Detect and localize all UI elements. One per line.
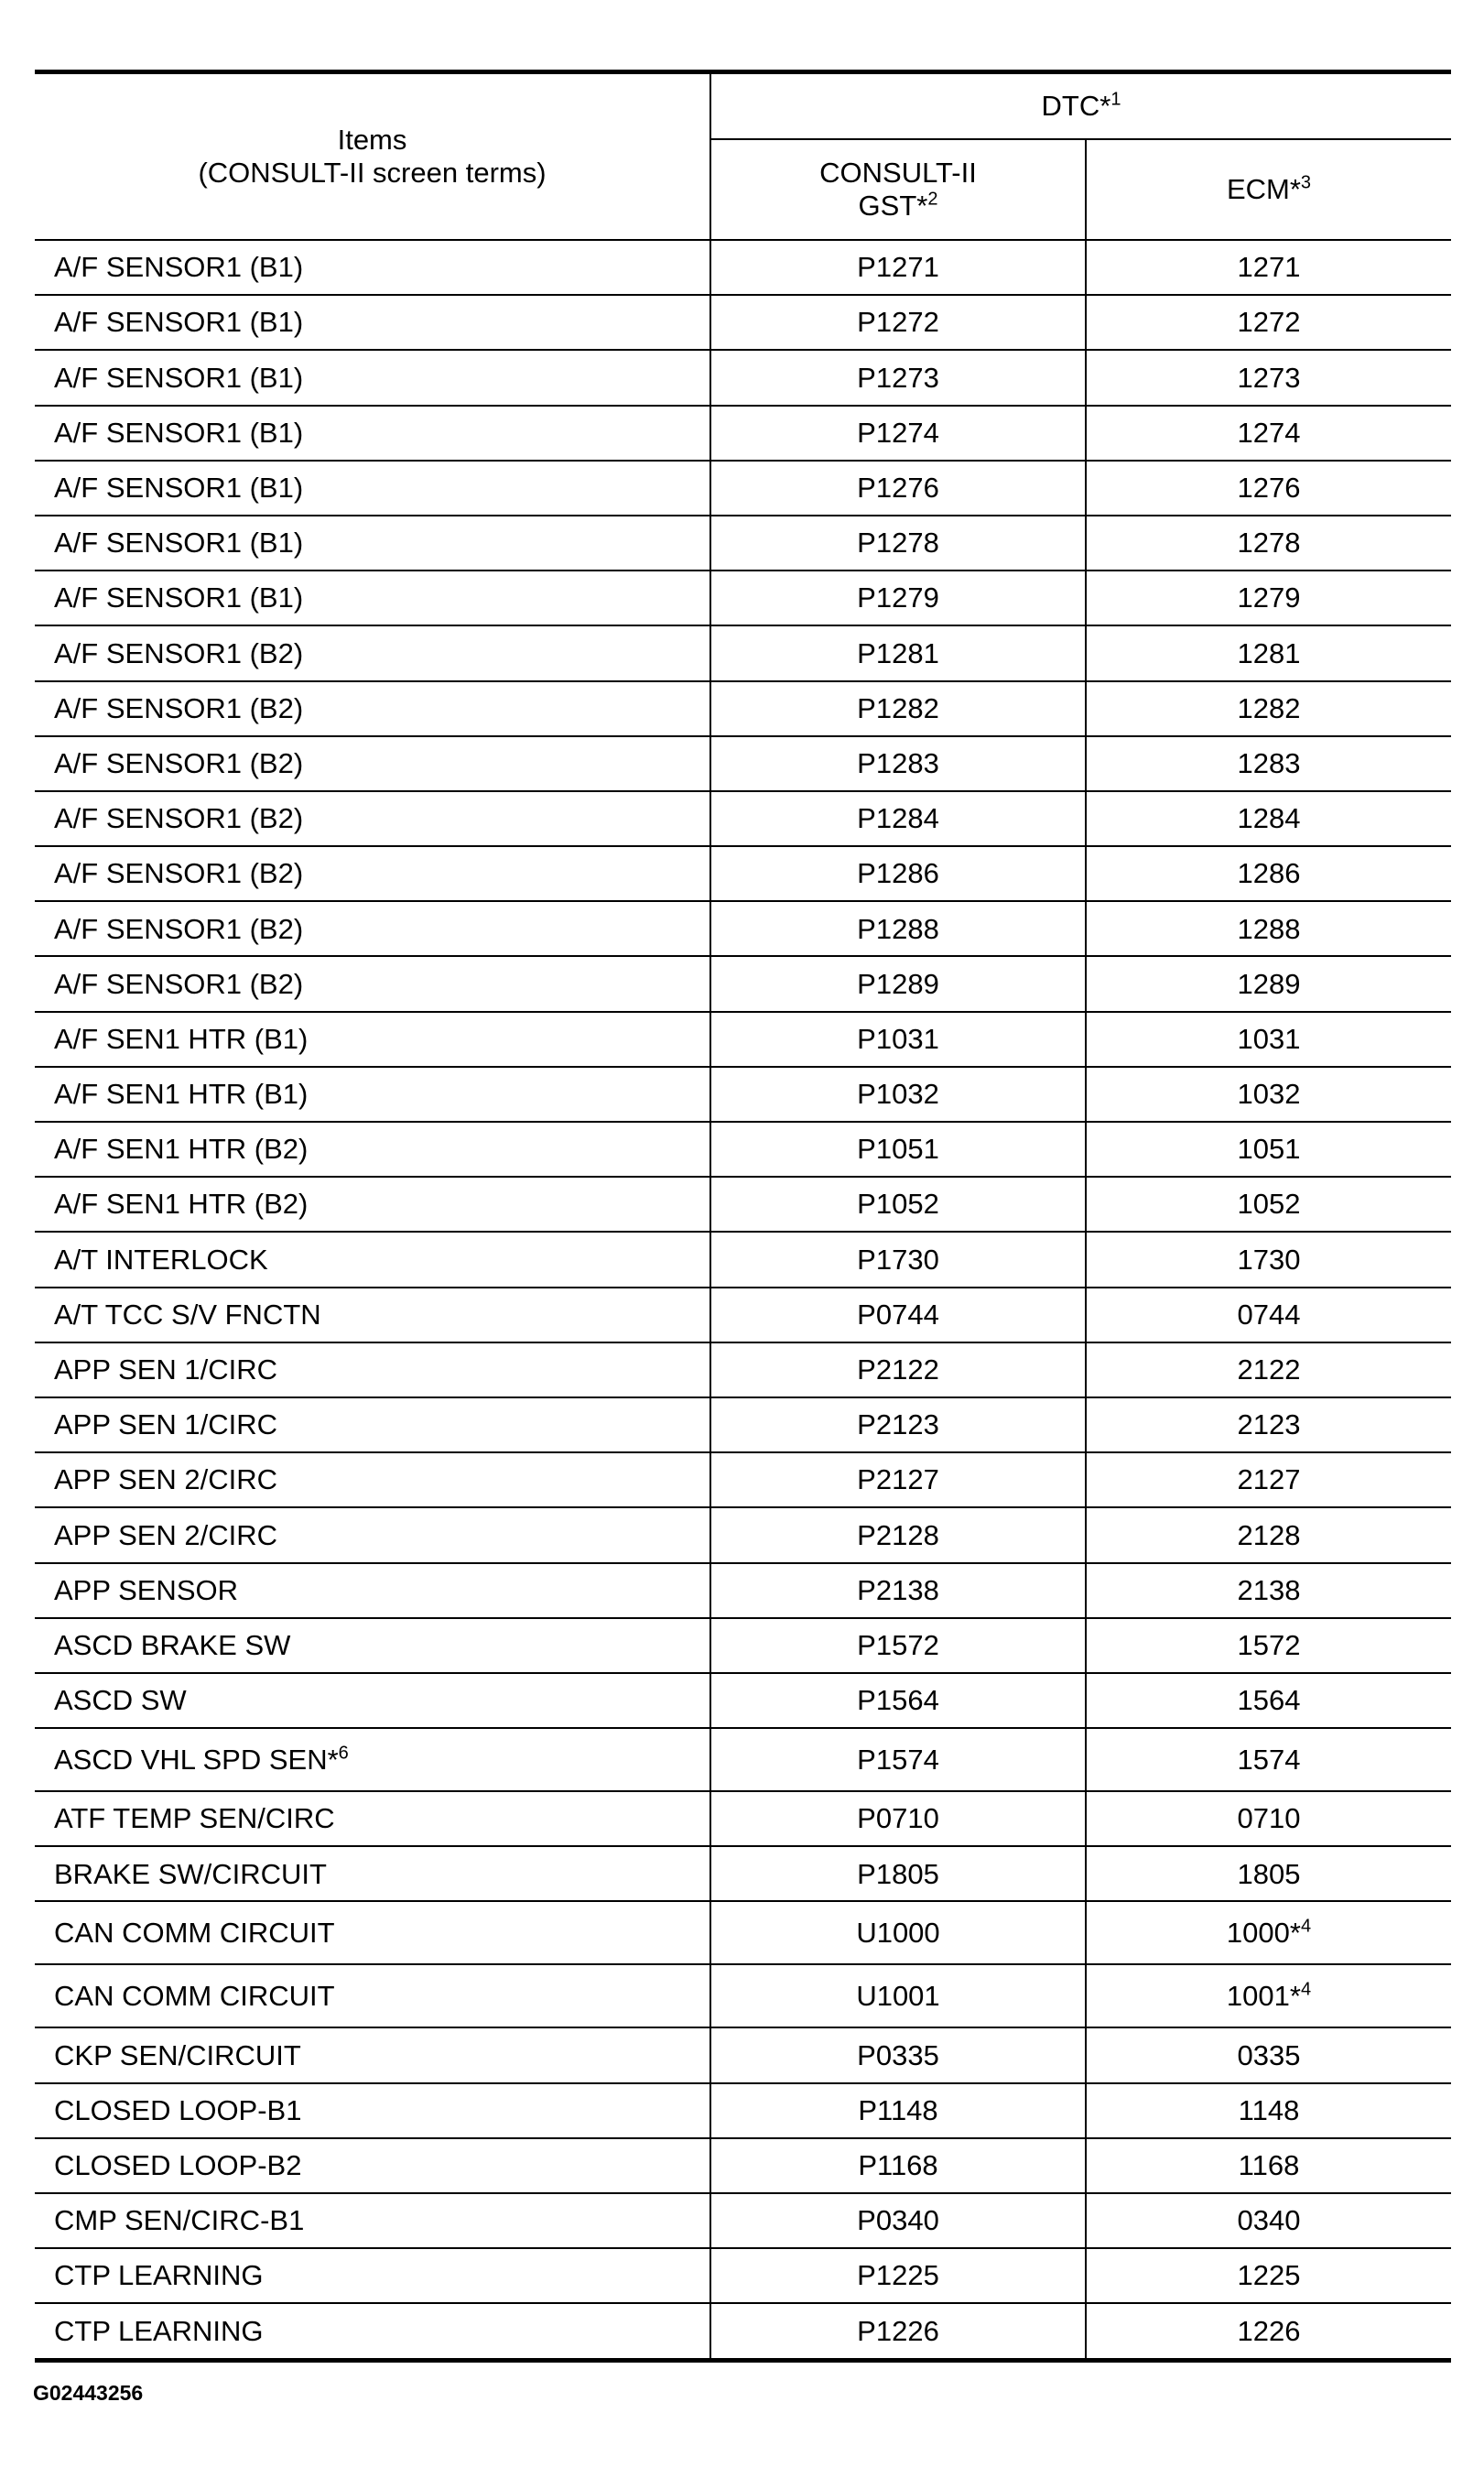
ecm-code-footnote-mark: 4 [1300,1979,1312,2000]
table-row [35,1563,1451,1618]
ecm-code-cell [1086,1067,1451,1122]
ecm-code-cell [1086,1232,1451,1287]
item-text: BRAKE SW/CIRCUIT [54,1857,327,1890]
ecm-code-text: 2127 [1237,1463,1301,1496]
ecm-footnote-mark: 3 [1300,172,1312,193]
table-row [35,1901,1451,1964]
ecm-code-cell [1086,1177,1451,1232]
ecm-code-cell [1086,1342,1451,1397]
consult-code-cell: P1564 [710,1673,1086,1728]
item-text: A/F SEN1 HTR (B1) [54,1078,309,1111]
consult-code-cell: P1289 [710,956,1086,1011]
item-cell [35,1791,710,1846]
consult-code-cell: P1052 [710,1177,1086,1232]
item-cell [35,1397,710,1452]
ecm-code-text: 1278 [1237,527,1301,560]
item-cell [35,571,710,625]
ecm-code-text: 2123 [1237,1408,1301,1441]
item-text: A/F SENSOR1 (B1) [54,361,304,394]
ecm-column-header [1086,139,1451,240]
ecm-code-cell [1086,1122,1451,1177]
consult-code-cell: P0340 [710,2193,1086,2248]
ecm-code-text: 1274 [1237,416,1301,449]
ecm-code-cell [1086,2193,1451,2248]
ecm-code-text: 1572 [1237,1628,1301,1661]
item-cell [35,1618,710,1673]
ecm-code-cell [1086,1901,1451,1964]
item-cell [35,295,710,350]
item-cell [35,2303,710,2360]
consult-code-cell: P1281 [710,625,1086,680]
ecm-code-text: 1283 [1237,746,1301,779]
ecm-code-text: 0744 [1237,1298,1301,1331]
item-text: APP SEN 2/CIRC [54,1463,278,1496]
consult-code-cell: P1031 [710,1012,1086,1067]
item-cell [35,1122,710,1177]
item-text: CKP SEN/CIRCUIT [54,2038,301,2071]
ecm-code-text: 1288 [1237,912,1301,945]
ecm-code-text: 1226 [1237,2314,1301,2347]
item-cell [35,2193,710,2248]
ecm-code-cell [1086,240,1451,295]
item-text: A/T INTERLOCK [54,1243,268,1276]
item-text: ATF TEMP SEN/CIRC [54,1802,335,1835]
consult-code-cell: P0335 [710,2027,1086,2082]
table-row [35,1397,1451,1452]
ecm-code-cell [1086,1728,1451,1791]
ecm-code-text: 1276 [1237,472,1301,505]
item-cell [35,2248,710,2303]
ecm-code-text: 1284 [1237,802,1301,835]
ecm-code-text: 1168 [1238,2149,1300,2182]
ecm-code-text: 1574 [1237,1743,1301,1776]
ecm-code-cell [1086,901,1451,956]
ecm-code-text: 2122 [1237,1353,1301,1386]
ecm-code-text: 1001* [1226,1980,1301,2013]
ecm-code-cell [1086,736,1451,791]
consult-code-cell: P1284 [710,791,1086,846]
ecm-code-text: 1271 [1237,251,1301,284]
consult-code-cell: P1276 [710,461,1086,516]
item-text: APP SEN 1/CIRC [54,1408,278,1441]
table-row [35,681,1451,736]
ecm-code-text: 1032 [1237,1078,1301,1111]
ecm-code-text: 1279 [1237,581,1301,614]
consult-code-cell: P0744 [710,1288,1086,1342]
ecm-code-cell [1086,846,1451,901]
consult-code-cell: P1730 [710,1232,1086,1287]
ecm-code-text: 1000* [1226,1917,1301,1950]
item-cell [35,736,710,791]
table-row [35,1673,1451,1728]
item-text: A/F SEN1 HTR (B2) [54,1188,309,1221]
consult-code-cell: U1001 [710,1964,1086,2027]
ecm-code-cell [1086,791,1451,846]
item-text: CAN COMM CIRCUIT [54,1917,335,1950]
ecm-header-text: ECM* [1226,173,1301,206]
consult-footnote-mark: 2 [927,189,938,210]
dtc-table [35,70,1451,2363]
consult-code-cell: P2127 [710,1452,1086,1507]
item-cell [35,846,710,901]
item-cell [35,791,710,846]
item-footnote-mark: 6 [338,1743,349,1764]
table-row [35,1232,1451,1287]
ecm-code-cell [1086,295,1451,350]
ecm-code-text: 1281 [1237,636,1301,669]
table-header [35,72,1451,241]
ecm-code-cell [1086,1452,1451,1507]
ecm-code-text: 0710 [1237,1802,1301,1835]
item-cell [35,1288,710,1342]
ecm-code-footnote-mark: 4 [1300,1916,1312,1937]
item-text: ASCD VHL SPD SEN* [54,1743,339,1776]
ecm-code-text: 1805 [1237,1857,1301,1890]
table-row [35,736,1451,791]
item-text: A/F SENSOR1 (B1) [54,472,304,505]
table-row [35,1791,1451,1846]
ecm-code-cell [1086,681,1451,736]
ecm-code-cell [1086,2248,1451,2303]
item-cell [35,350,710,405]
consult-header-line2: GST* [858,190,928,222]
item-text: A/F SENSOR1 (B2) [54,691,304,724]
ecm-code-text: 2138 [1237,1573,1301,1606]
ecm-code-text: 1730 [1237,1243,1301,1276]
item-text: A/F SEN1 HTR (B2) [54,1133,309,1166]
consult-code-cell: P1283 [710,736,1086,791]
item-text: CLOSED LOOP-B1 [54,2093,302,2126]
ecm-code-cell [1086,516,1451,571]
ecm-code-text: 1225 [1237,2259,1301,2292]
item-text: CTP LEARNING [54,2314,264,2347]
ecm-code-cell [1086,571,1451,625]
item-text: APP SEN 1/CIRC [54,1353,278,1386]
consult-code-cell: P1168 [710,2138,1086,2193]
ecm-code-text: 1286 [1237,857,1301,890]
table-row [35,1288,1451,1342]
ecm-code-text: 1031 [1237,1022,1301,1055]
item-cell [35,956,710,1011]
ecm-code-cell [1086,956,1451,1011]
table-row [35,1507,1451,1562]
items-header-line2: (CONSULT-II screen terms) [198,157,547,189]
item-text: A/F SENSOR1 (B2) [54,636,304,669]
item-text: A/F SEN1 HTR (B1) [54,1022,309,1055]
table-row [35,1964,1451,2027]
table-body [35,240,1451,2360]
ecm-code-cell [1086,1846,1451,1901]
item-cell [35,1507,710,1562]
ecm-code-cell [1086,2027,1451,2082]
items-header-line1: Items [337,124,407,157]
consult-code-cell: P0710 [710,1791,1086,1846]
table-row [35,295,1451,350]
item-cell [35,1067,710,1122]
items-column-header [35,72,710,241]
ecm-code-text: 1273 [1237,361,1301,394]
ecm-code-cell [1086,2083,1451,2138]
consult-code-cell: P2122 [710,1342,1086,1397]
ecm-code-cell [1086,1288,1451,1342]
consult-code-cell: P1282 [710,681,1086,736]
consult-code-cell: P2138 [710,1563,1086,1618]
item-text: A/T TCC S/V FNCTN [54,1298,321,1331]
table-row [35,846,1451,901]
item-text: CAN COMM CIRCUIT [54,1980,335,2013]
ecm-code-cell [1086,406,1451,461]
item-text: A/F SENSOR1 (B1) [54,581,304,614]
table-row [35,1452,1451,1507]
item-cell [35,1452,710,1507]
dtc-footnote-mark: 1 [1110,89,1121,110]
item-cell [35,516,710,571]
dtc-header-text: DTC* [1041,90,1111,123]
ecm-code-text: 1564 [1237,1684,1301,1717]
item-text: A/F SENSOR1 (B1) [54,306,304,339]
dtc-column-header [710,72,1451,140]
table-row [35,571,1451,625]
item-text: A/F SENSOR1 (B2) [54,746,304,779]
table-row [35,240,1451,295]
consult-code-cell: P2123 [710,1397,1086,1452]
ecm-code-text: 1148 [1238,2093,1300,2126]
item-text: A/F SENSOR1 (B1) [54,416,304,449]
consult-code-cell: P1272 [710,295,1086,350]
ecm-code-cell [1086,1563,1451,1618]
table-row [35,2083,1451,2138]
table-row [35,1177,1451,1232]
item-text: ASCD SW [54,1684,187,1717]
ecm-code-text: 0335 [1237,2038,1301,2071]
table-row [35,350,1451,405]
item-text: A/F SENSOR1 (B2) [54,967,304,1000]
ecm-code-cell [1086,350,1451,405]
table-row [35,1012,1451,1067]
ecm-code-cell [1086,1397,1451,1452]
consult-code-cell: P1288 [710,901,1086,956]
item-cell [35,1177,710,1232]
consult-code-cell: P1051 [710,1122,1086,1177]
table-row [35,2138,1451,2193]
ecm-code-text: 1289 [1237,967,1301,1000]
item-text: CLOSED LOOP-B2 [54,2149,302,2182]
consult-code-cell: P1271 [710,240,1086,295]
table-row [35,406,1451,461]
ecm-code-cell [1086,1791,1451,1846]
item-cell [35,1012,710,1067]
table-row [35,956,1451,1011]
item-cell [35,461,710,516]
table-row [35,461,1451,516]
item-text: A/F SENSOR1 (B1) [54,527,304,560]
table-row [35,2193,1451,2248]
item-text: APP SEN 2/CIRC [54,1518,278,1551]
item-cell [35,1232,710,1287]
ecm-code-text: 0340 [1237,2204,1301,2237]
ecm-code-text: 2128 [1237,1518,1301,1551]
ecm-code-cell [1086,1964,1451,2027]
item-text: A/F SENSOR1 (B1) [54,251,304,284]
item-text: CMP SEN/CIRC-B1 [54,2204,305,2237]
item-text: A/F SENSOR1 (B2) [54,912,304,945]
ecm-code-cell [1086,1618,1451,1673]
table-row [35,625,1451,680]
table-row [35,516,1451,571]
item-text: A/F SENSOR1 (B2) [54,857,304,890]
item-cell [35,901,710,956]
ecm-code-text: 1272 [1237,306,1301,339]
consult-code-cell: P1032 [710,1067,1086,1122]
consult-code-cell: P1572 [710,1618,1086,1673]
consult-header-line1: CONSULT-II [819,157,977,190]
item-cell [35,1342,710,1397]
table-row [35,2303,1451,2360]
ecm-code-text: 1282 [1237,691,1301,724]
table-row [35,901,1451,956]
table-row [35,1618,1451,1673]
ecm-code-cell [1086,461,1451,516]
item-cell [35,2083,710,2138]
item-cell [35,1964,710,2027]
table-row [35,2027,1451,2082]
item-cell [35,1728,710,1791]
item-text: APP SENSOR [54,1573,239,1606]
item-cell [35,681,710,736]
item-text: A/F SENSOR1 (B2) [54,802,304,835]
item-cell [35,625,710,680]
table-row [35,1342,1451,1397]
item-cell [35,1846,710,1901]
item-cell [35,2027,710,2082]
consult-code-cell: P1286 [710,846,1086,901]
consult-code-cell: P1274 [710,406,1086,461]
item-cell [35,1673,710,1728]
consult-code-cell: P1805 [710,1846,1086,1901]
consult-code-cell: P1226 [710,2303,1086,2360]
table-row [35,1728,1451,1791]
consult-code-cell: P2128 [710,1507,1086,1562]
item-cell [35,2138,710,2193]
consult-code-cell: P1273 [710,350,1086,405]
ecm-code-cell [1086,1012,1451,1067]
figure-id: G02443256 [33,2381,144,2405]
table-row [35,2248,1451,2303]
ecm-code-cell [1086,2303,1451,2360]
consult-code-cell: U1000 [710,1901,1086,1964]
table-row [35,1846,1451,1901]
item-text: ASCD BRAKE SW [54,1628,291,1661]
consult-code-cell: P1148 [710,2083,1086,2138]
ecm-code-cell [1086,1673,1451,1728]
consult-code-cell: P1574 [710,1728,1086,1791]
ecm-code-cell [1086,2138,1451,2193]
item-cell [35,406,710,461]
table-row [35,1122,1451,1177]
item-cell [35,1563,710,1618]
ecm-code-text: 1052 [1237,1188,1301,1221]
ecm-code-cell [1086,1507,1451,1562]
item-cell [35,1901,710,1964]
ecm-code-text: 1051 [1237,1133,1301,1166]
ecm-code-cell [1086,625,1451,680]
consult-code-cell: P1278 [710,516,1086,571]
consult-code-cell: P1279 [710,571,1086,625]
consult-column-header [710,139,1086,240]
consult-code-cell: P1225 [710,2248,1086,2303]
item-cell [35,240,710,295]
table-row [35,791,1451,846]
table-row [35,1067,1451,1122]
item-text: CTP LEARNING [54,2259,264,2292]
